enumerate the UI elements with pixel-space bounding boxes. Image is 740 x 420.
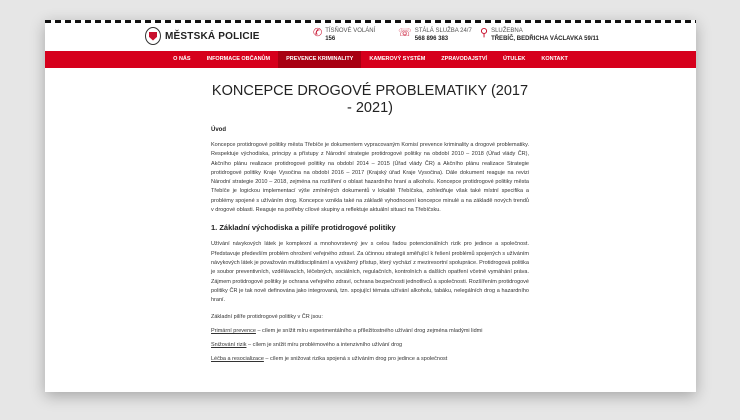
browser-page [45, 20, 696, 392]
site-header [45, 23, 696, 53]
nav-item-kontakt[interactable]: KONTAKT [541, 56, 568, 62]
brand-name: MĚSTSKÁ POLICIE [165, 30, 260, 42]
intro-paragraph: Koncepce protidrogové politiky města Třebíče je dokumentem vypracovaným Komisí prevence kriminality a drogové problematiky. Respektuje východiska, principy a přístupy z Národní strategie protidrogové politiky na období 2010 – 2018 (Úřad vlády ČR), Akčního plánu realizace protidrogové politiky na období 2014 – 2015 (Úřad vlády ČR) a Akčního plánu realizace Strategie protidrogové politiky Kraje Vysočina na období 2016 – 2017 (Krajský úřad Kraje Vysočina). Dále dokument reaguje na revizi Národní strategie 2010 – 2018, zejména na rozšíření o oblast hazardního hraní a alkoholu. Koncepce protidrogové politiky města Třebíče je logickou implementací výše zmíněných dokumentů v lokalitě Třebíčska, zohledňuje však také místní specifika a problémy spojené s užíváním drog. Koncepce vznikla také na základě vyhodnocení koncepce minulé a na základě nových trendů v drogové oblasti. Reaguje na potřeby cílové skupiny a reflektuje aktuální situaci na Třebíčsku. [211, 142, 529, 214]
pillar-desc: – cílem je snížit míru problémového a intenzivního užívání drog [246, 342, 403, 349]
article-content [211, 83, 529, 369]
mobile-phone-icon: ☏ [398, 27, 412, 39]
emergency-phone-label: TÍSŇOVÉ VOLÁNÍ [325, 28, 376, 34]
main-navigation [45, 51, 696, 68]
duty-service-label: STÁLÁ SLUŽBA 24/7 [414, 28, 472, 34]
nav-item-prevence-kriminality[interactable]: PREVENCE KRIMINALITY [278, 51, 361, 68]
pillars-intro: Základní pilíře protidrogové politiky v ČR jsou: [211, 314, 323, 321]
office-address-value: TŘEBÍČ, BEDŘICHA VÁCLAVKA 59/11 [491, 36, 599, 42]
nav-item-kamerovy-system[interactable]: KAMEROVÝ SYSTÉM [369, 56, 426, 62]
emergency-phone-number: 156 [325, 36, 336, 42]
office-address [480, 28, 599, 43]
pillar-link-risk-reduction[interactable]: Snižování rizik [211, 342, 247, 349]
pillar-item [211, 355, 529, 364]
page-title: KONCEPCE DROGOVÉ PROBLEMATIKY (2017 - 2021) [211, 83, 529, 116]
emergency-phone[interactable] [313, 28, 375, 43]
pillar-desc: – cílem je snižovat rizika spojená s užíváním drog pro jedince a společnost [263, 356, 448, 363]
phone-icon: ✆ [313, 27, 323, 39]
section-paragraph: Užívání návykových látek je komplexní a mnohovrstevný jev s celou řadou potencionálních rizik pro jedince a společnost. Představuje především problém ohrožení veřejného zdraví. Za účinnou strategii směřující k řešení problémů spojených s užíváním návykových látek je považován multidisciplinární a vyvážený přístup, který vychází z meziresortní spolupráce. Protidrogová politika je soubor preventivních, vzdělávacích, léčebných, sociálních, regulačních, kontrolních a dalších opatření včetně vymáhání práva. Zájmem protidrogové politiky je ochrana veřejného zdraví, ochrana bezpečnosti jednotlivců a společnosti. Rozšířením protidrogové politiky ČR je tak nově definována jako integrovaná, tzn. spojující témata užívání alkoholu, tabáku, nelegálních drog a hazardního hraní. [211, 241, 529, 304]
pillar-desc: – cílem je snížit míru experimentálního a příležitostného užívání drog zejména mladými lidmi [255, 328, 483, 335]
police-emblem-icon [145, 27, 161, 45]
duty-service-number: 568 896 383 [414, 36, 449, 42]
pillar-link-treatment[interactable]: Léčba a resocializace [211, 356, 264, 363]
section-heading: 1. Základní východiska a pilíře protidrogové politiky [211, 223, 396, 233]
pillar-item [211, 341, 529, 350]
location-pin-icon: ⚲ [480, 27, 489, 39]
pillar-link-primary-prevention[interactable]: Primární prevence [211, 328, 256, 335]
intro-heading: Úvod [211, 127, 226, 133]
office-label: SLUŽEBNA [491, 28, 523, 34]
nav-item-zpravodajstvi[interactable]: ZPRAVODAJSTVÍ [441, 56, 488, 62]
duty-service[interactable] [398, 28, 472, 43]
nav-item-o-nas[interactable]: O NÁS [173, 56, 191, 62]
pillar-item [211, 327, 529, 336]
nav-item-informace-obcanum[interactable]: INFORMACE OBČANŮM [206, 56, 271, 62]
nav-item-utulek[interactable]: ÚTULEK [503, 56, 526, 62]
site-logo[interactable] [145, 27, 260, 45]
